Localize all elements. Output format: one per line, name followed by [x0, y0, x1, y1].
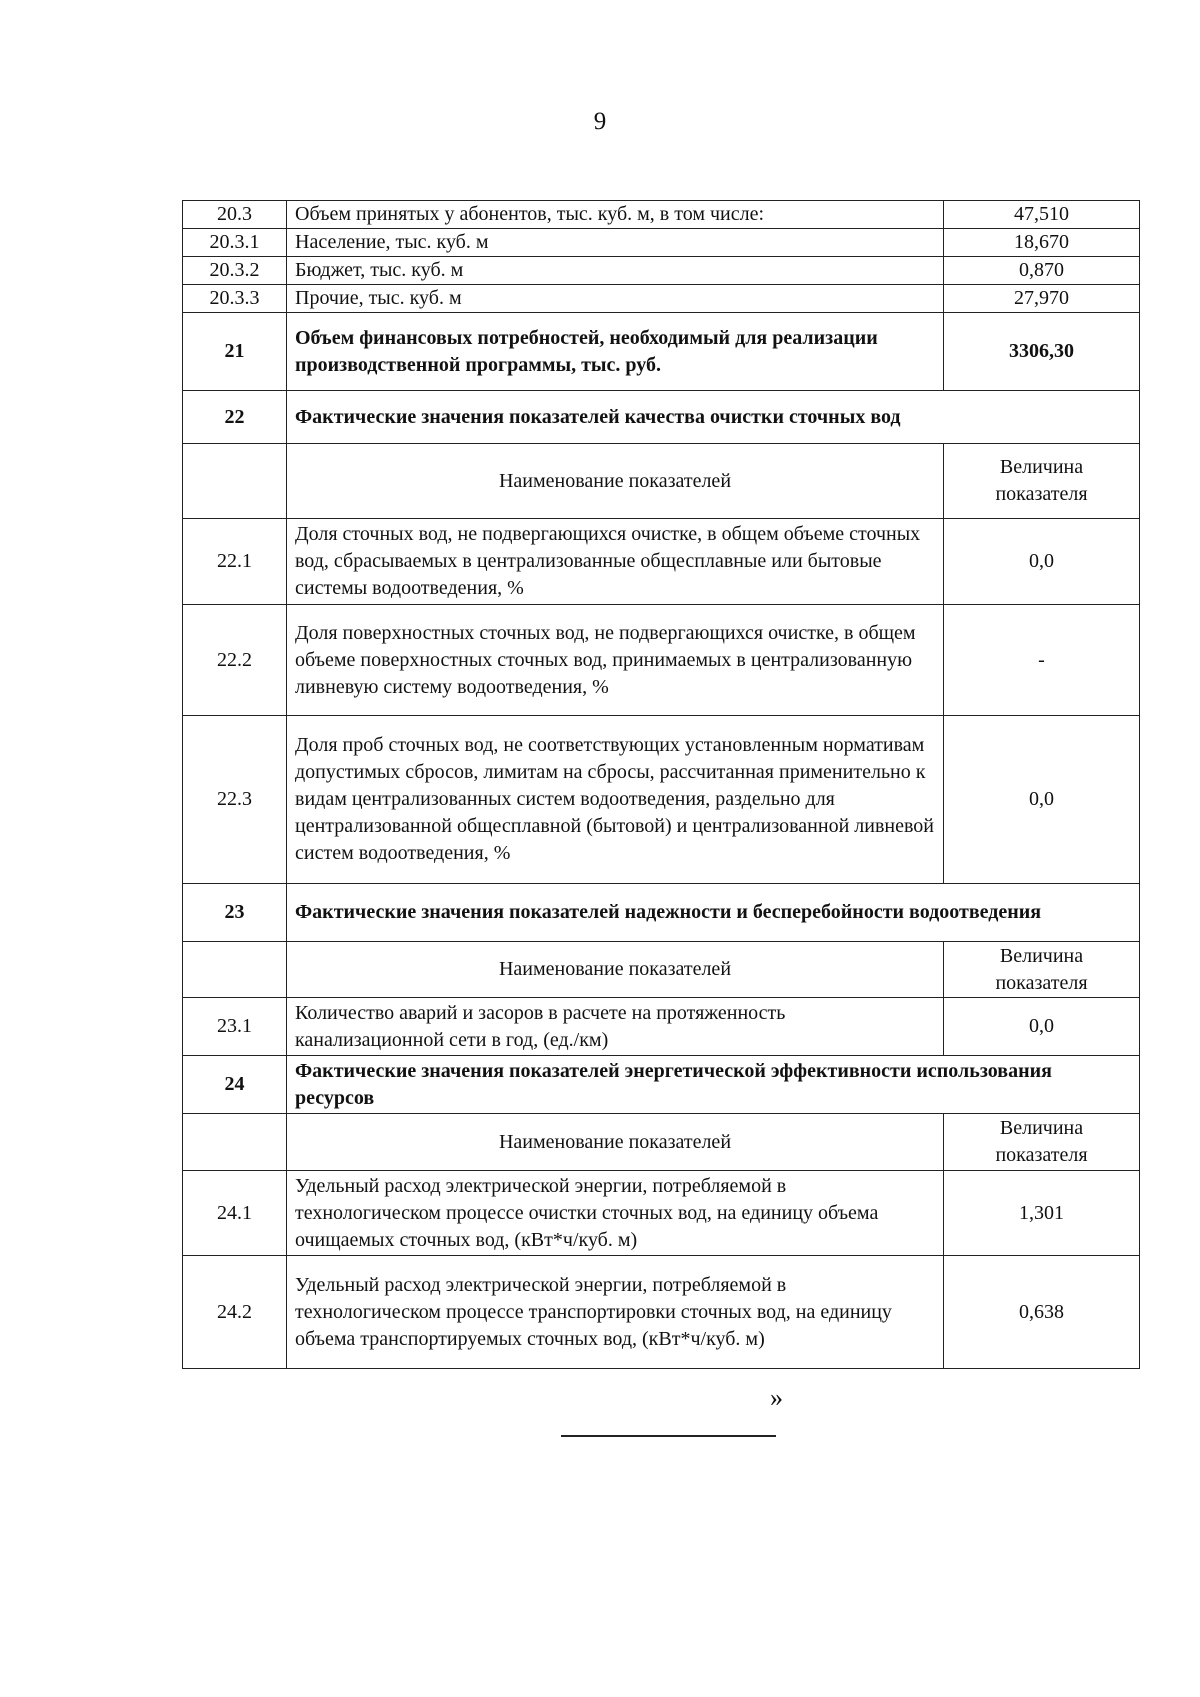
section-title-row	[183, 884, 1140, 942]
table-row	[183, 285, 1140, 313]
row-name: Доля поверхностных сточных вод, не подвергающихся очистке, в общем объеме поверхностных сточных вод, принимаемых в централизованную ливневую систему водоотведения, %	[287, 605, 944, 716]
row-number: 20.3.1	[183, 229, 287, 257]
table-row	[183, 998, 1140, 1056]
row-number: 20.3	[183, 201, 287, 229]
section-title-row	[183, 391, 1140, 444]
section-title: Фактические значения показателей качества очистки сточных вод	[287, 391, 1140, 444]
row-name: Объем принятых у абонентов, тыс. куб. м, в том числе:	[287, 201, 944, 229]
row-number: 24.1	[183, 1171, 287, 1256]
row-number: 24.2	[183, 1256, 287, 1369]
row-name: Удельный расход электрической энергии, потребляемой в технологическом процессе транспортировки сточных вод, на единицу объема транспортируемых сточных вод, (кВт*ч/куб. м)	[287, 1256, 944, 1369]
row-value: 0,0	[944, 519, 1140, 605]
table-row	[183, 257, 1140, 285]
header-row	[183, 942, 1140, 998]
header-value: Величина показателя	[944, 942, 1140, 998]
row-name: Прочие, тыс. куб. м	[287, 285, 944, 313]
row-number: 22.2	[183, 605, 287, 716]
closing-quote: »	[770, 1383, 783, 1412]
row-value: 1,301	[944, 1171, 1140, 1256]
row-name: Объем финансовых потребностей, необходимый для реализации производственной программы, тыс. руб.	[287, 313, 944, 391]
empty-cell	[183, 1114, 287, 1171]
row-name: Удельный расход электрической энергии, потребляемой в технологическом процессе очистки сточных вод, на единицу объема очищаемых сточных вод, (кВт*ч/куб. м)	[287, 1171, 944, 1256]
table-row	[183, 605, 1140, 716]
table-row	[183, 716, 1140, 884]
row-value: 0,0	[944, 998, 1140, 1056]
row-name: Население, тыс. куб. м	[287, 229, 944, 257]
section-title: Фактические значения показателей надежности и бесперебойности водоотведения	[287, 884, 1140, 942]
header-value: Величина показателя	[944, 444, 1140, 519]
end-rule	[561, 1435, 776, 1437]
row-value: 27,970	[944, 285, 1140, 313]
section-number: 23	[183, 884, 287, 942]
section-title-row	[183, 1056, 1140, 1114]
row-number: 21	[183, 313, 287, 391]
section-number: 22	[183, 391, 287, 444]
row-number: 22.3	[183, 716, 287, 884]
table-row	[183, 1171, 1140, 1256]
row-number: 20.3.2	[183, 257, 287, 285]
table-row-financial	[183, 313, 1140, 391]
header-value: Величина показателя	[944, 1114, 1140, 1171]
header-row	[183, 444, 1140, 519]
table-row	[183, 519, 1140, 605]
table-row	[183, 1256, 1140, 1369]
header-name: Наименование показателей	[287, 942, 944, 998]
header-row	[183, 1114, 1140, 1171]
row-name: Доля проб сточных вод, не соответствующих установленным нормативам допустимых сбросов, лимитам на сбросы, рассчитанная применительно к видам централизованных систем водоотведения, раздельно для централизованной общесплавной (бытовой) и централизованной ливневой систем водоотведения, %	[287, 716, 944, 884]
header-name: Наименование показателей	[287, 1114, 944, 1171]
row-number: 20.3.3	[183, 285, 287, 313]
row-value: 0,638	[944, 1256, 1140, 1369]
table-row	[183, 229, 1140, 257]
section-title: Фактические значения показателей энергетической эффективности использования ресурсов	[287, 1056, 1140, 1114]
row-value: -	[944, 605, 1140, 716]
empty-cell	[183, 942, 287, 998]
page-number: 9	[593, 108, 607, 135]
table-row	[183, 201, 1140, 229]
row-value: 0,0	[944, 716, 1140, 884]
indicators-table	[182, 200, 1140, 1369]
row-value: 47,510	[944, 201, 1140, 229]
header-name: Наименование показателей	[287, 444, 944, 519]
row-name: Бюджет, тыс. куб. м	[287, 257, 944, 285]
row-number: 23.1	[183, 998, 287, 1056]
row-name: Количество аварий и засоров в расчете на протяженность канализационной сети в год, (ед./км)	[287, 998, 944, 1056]
row-value: 18,670	[944, 229, 1140, 257]
empty-cell	[183, 444, 287, 519]
section-number: 24	[183, 1056, 287, 1114]
row-name: Доля сточных вод, не подвергающихся очистке, в общем объеме сточных вод, сбрасываемых в централизованные общесплавные или бытовые системы водоотведения, %	[287, 519, 944, 605]
row-value: 0,870	[944, 257, 1140, 285]
row-number: 22.1	[183, 519, 287, 605]
row-value: 3306,30	[944, 313, 1140, 391]
